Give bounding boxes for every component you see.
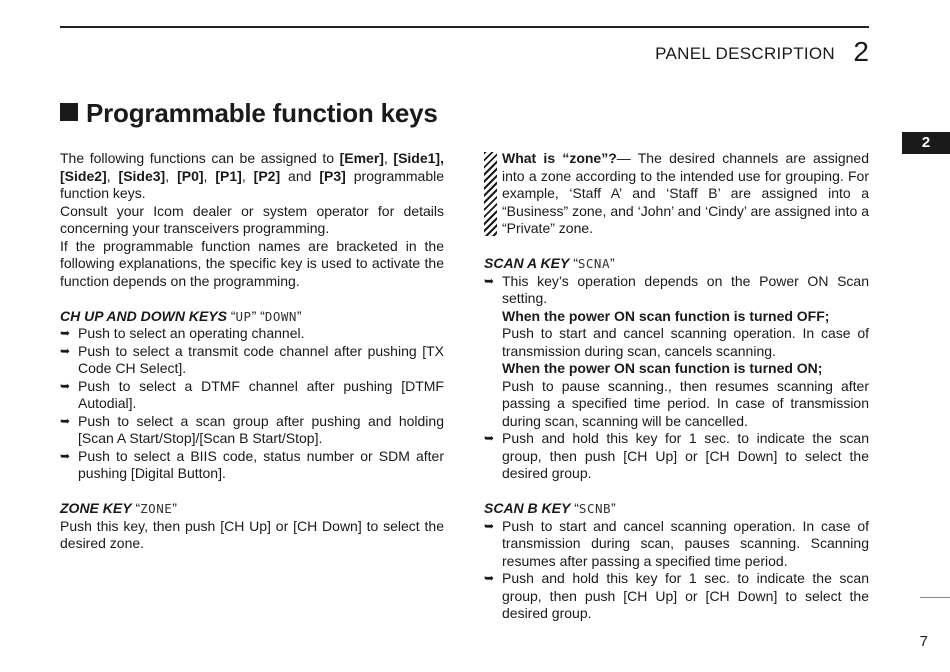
key-p3: [P3] bbox=[319, 167, 346, 184]
zone-key-title: ZONE KEY bbox=[60, 500, 132, 516]
list-item bbox=[484, 518, 869, 571]
list-item bbox=[484, 273, 869, 431]
list-item bbox=[484, 430, 869, 483]
list-item-text: Push to select a DTMF channel after pushing [DTMF Autodial]. bbox=[78, 377, 444, 411]
scan-off-heading: When the power ON scan function is turned OFF; bbox=[502, 307, 830, 324]
scan-on-text: Push to pause scanning., then resumes scanning after passing a specified time period. In case of transmission during scan, scanning will be cancelled. bbox=[502, 377, 869, 429]
arrow-bullet-icon: ➥ bbox=[484, 431, 495, 445]
arrow-bullet-icon: ➥ bbox=[60, 448, 71, 463]
ch-keys-list bbox=[60, 325, 444, 483]
zone-note bbox=[484, 150, 869, 238]
zone-note-title: What is “zone”? bbox=[502, 150, 617, 166]
left-column bbox=[60, 150, 444, 553]
list-item bbox=[60, 378, 444, 413]
key-p2: [P2] bbox=[253, 167, 281, 184]
ch-keys-heading: CH UP AND DOWN KEYS “UP” “DOWN” bbox=[60, 307, 302, 324]
black-square-icon bbox=[60, 103, 78, 121]
zone-key-heading: ZONE KEY “ZONE” bbox=[60, 500, 177, 516]
list-item bbox=[60, 413, 444, 448]
sep: , bbox=[241, 167, 254, 184]
intro-paragraph bbox=[60, 150, 444, 203]
arrow-bullet-icon: ➥ bbox=[484, 273, 495, 288]
list-item bbox=[60, 448, 444, 483]
sep: and bbox=[280, 167, 320, 184]
section-heading bbox=[60, 98, 438, 129]
arrow-bullet-icon: ➥ bbox=[60, 343, 71, 358]
scan-a-list bbox=[484, 273, 869, 483]
lcd-zone: ZONE bbox=[140, 501, 173, 516]
top-rule bbox=[60, 26, 869, 28]
header-title: PANEL DESCRIPTION bbox=[655, 44, 835, 63]
list-item-text: Push to select a BIIS code, status number or SDM after pushing [Digital Button]. bbox=[78, 447, 444, 481]
arrow-bullet-icon: ➥ bbox=[60, 326, 71, 340]
scan-on-heading: When the power ON scan function is turned ON; bbox=[502, 360, 823, 376]
key-emer: [Emer] bbox=[339, 150, 384, 166]
list-item-text: Push and hold this key for 1 sec. to indicate the scan group, then push [CH Up] or [CH Down] to select the desired group. bbox=[502, 430, 869, 481]
intro-text: The following functions can be assigned to bbox=[60, 150, 340, 166]
lcd-scnb: SCNB bbox=[578, 501, 612, 516]
key-p1: [P1] bbox=[215, 167, 242, 184]
chapter-number: 2 bbox=[853, 36, 869, 67]
list-item-text: This key’s operation depends on the Power ON Scan setting. bbox=[502, 272, 869, 306]
key-p0: [P0] bbox=[177, 167, 204, 184]
list-item-text: Push to select a transmit code channel after pushing [TX Code CH Select]. bbox=[78, 342, 444, 376]
right-column bbox=[484, 150, 869, 623]
list-item-text: Push to start and cancel scanning operation. In case of transmission during scan, pauses scanning. Scanning resumes after passing a specified time period. bbox=[502, 517, 869, 569]
lcd-scna: SCNA bbox=[577, 256, 610, 271]
section-title: Programmable function keys bbox=[86, 98, 438, 128]
zone-note-text bbox=[502, 150, 869, 238]
scan-b-list bbox=[484, 518, 869, 623]
intro-text-end: programmable function keys. bbox=[60, 167, 445, 201]
scan-b-heading: SCAN B KEY “SCNB” bbox=[484, 500, 616, 516]
sep: , bbox=[165, 167, 178, 184]
sep: , bbox=[383, 150, 394, 166]
scan-a-title: SCAN A KEY bbox=[484, 255, 570, 271]
list-item bbox=[484, 570, 869, 623]
scan-a-heading: SCAN A KEY “SCNA” bbox=[484, 255, 615, 271]
page-number-rule bbox=[920, 597, 950, 598]
zone-note-body: — The desired channels are assigned into a zone according to the intended use for grouping. For example, ‘Staff A’ and ‘Staff B’ are assigned into a “Business” zone, and ‘John’ and ‘Cindy’ are assigned into a “Private” zone. bbox=[502, 150, 869, 236]
scan-b-title: SCAN B KEY bbox=[484, 500, 571, 516]
sep: , bbox=[203, 167, 216, 184]
list-item-text: Push to select an operating channel. bbox=[78, 325, 305, 341]
key-side3: [Side3] bbox=[118, 167, 166, 184]
arrow-bullet-icon: ➥ bbox=[484, 518, 495, 533]
arrow-bullet-icon: ➥ bbox=[484, 571, 495, 585]
intro-bracketed: If the programmable function names are bracketed in the following explanations, the specific key is used to activate the function depends on the programming. bbox=[60, 237, 444, 289]
intro-consult: Consult your Icom dealer or system operator for details concerning your transceivers programming. bbox=[60, 202, 444, 236]
arrow-bullet-icon: ➥ bbox=[60, 413, 71, 428]
lcd-down: DOWN bbox=[264, 308, 297, 324]
side-chapter-tab: 2 bbox=[902, 132, 950, 154]
key-side2: [Side2] bbox=[60, 167, 107, 184]
page-number: 7 bbox=[919, 633, 928, 650]
scan-off-text: Push to start and cancel scanning operation. In case of transmission during scan, cancels scanning. bbox=[502, 325, 869, 359]
list-item bbox=[60, 325, 444, 343]
hatch-bar-icon bbox=[484, 152, 497, 236]
list-item-text: Push to select a scan group after pushing and holding [Scan A Start/Stop]/[Scan B Start/Stop]. bbox=[78, 412, 444, 446]
zone-key-text: Push this key, then push [CH Up] or [CH Down] to select the desired zone. bbox=[60, 517, 444, 551]
arrow-bullet-icon: ➥ bbox=[60, 378, 71, 393]
sep: , bbox=[106, 167, 119, 184]
lcd-up: UP bbox=[235, 308, 252, 324]
key-side1: [Side1], bbox=[393, 150, 444, 166]
list-item bbox=[60, 343, 444, 378]
list-item-text: Push and hold this key for 1 sec. to indicate the scan group, then push [CH Up] or [CH Down] to select the desired group. bbox=[502, 570, 869, 621]
ch-keys-title: CH UP AND DOWN KEYS bbox=[60, 307, 227, 324]
